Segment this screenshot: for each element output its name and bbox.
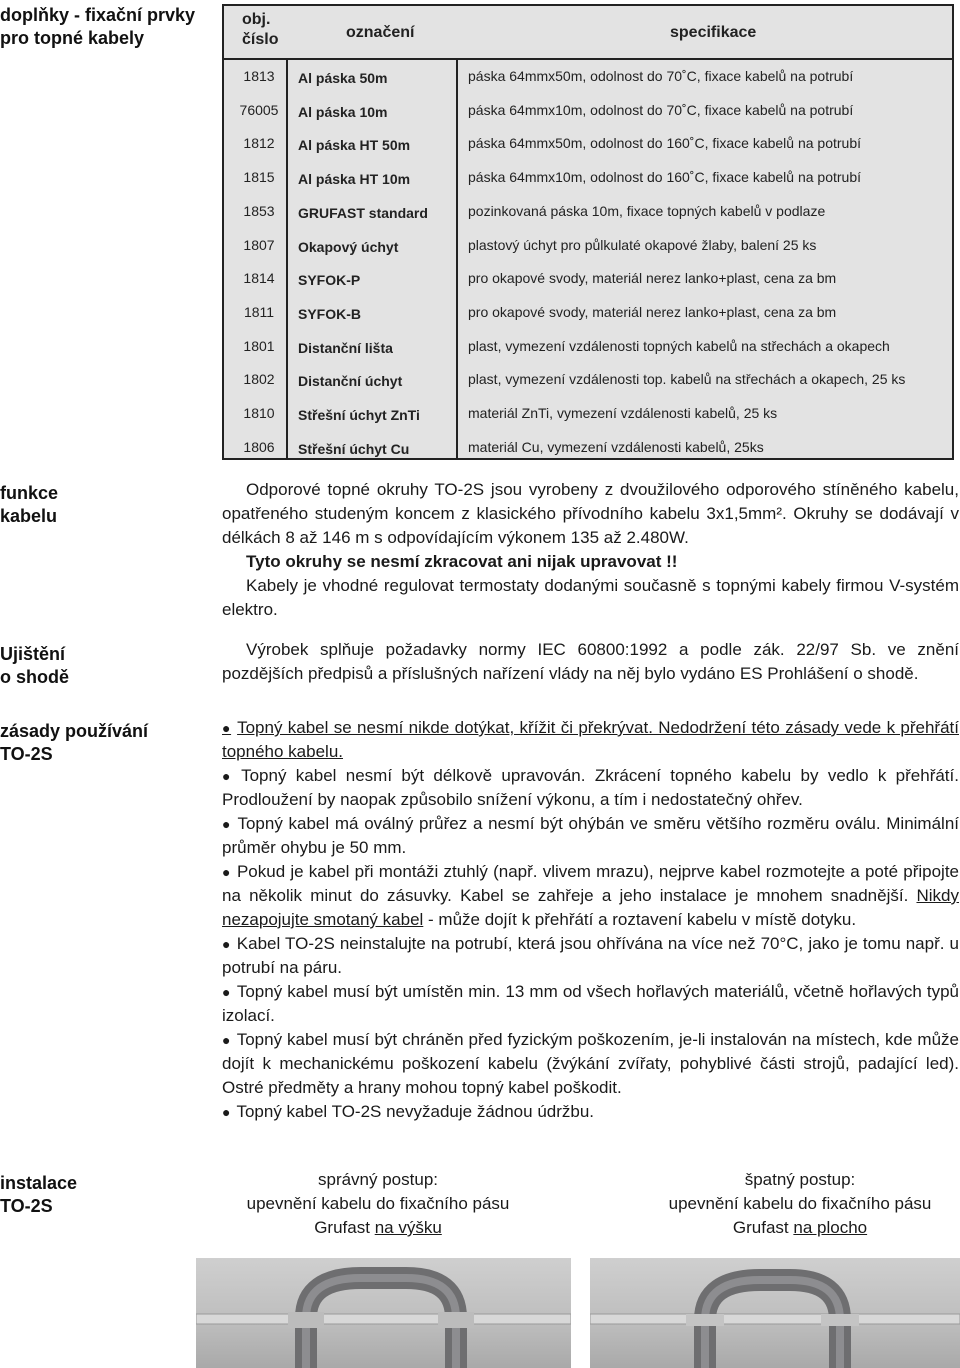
photo-correct-installation xyxy=(196,1258,571,1368)
cell-number: 1806 xyxy=(243,438,275,455)
section-label-usage: zásady používání TO-2S xyxy=(0,721,149,764)
cell-spec: pro okapové svody, materiál nerez lanko+plast, cena za bm xyxy=(468,270,837,287)
cell-number: 1801 xyxy=(243,337,275,354)
rule-item xyxy=(222,860,959,932)
cable-in-strip-illustration xyxy=(196,1258,571,1368)
cell-number: 1813 xyxy=(243,68,275,84)
cell-name: GRUFAST standard xyxy=(298,204,428,221)
table-row xyxy=(224,127,952,161)
cell-number: 1815 xyxy=(243,169,275,186)
table-row xyxy=(224,161,952,195)
table-header xyxy=(224,6,952,60)
header-number: obj. číslo xyxy=(242,11,279,48)
cell-name: Al páska HT 10m xyxy=(298,171,411,188)
caption-underlined-text: na výšku xyxy=(374,1218,442,1237)
cell-name: Al páska 10m xyxy=(298,103,388,120)
rule-underlined-text: Nikdy nezapojujte smotaný kabel xyxy=(222,886,959,929)
table-row xyxy=(224,431,952,465)
cell-spec: plast, vymezení vzdálenosti top. kabelů na střechách a okapech, 25 ks xyxy=(468,371,906,388)
cell-number: 1814 xyxy=(243,270,275,287)
accessories-table xyxy=(222,4,954,460)
caption-line xyxy=(218,1216,538,1240)
section-label-function: funkce kabelu xyxy=(0,483,59,526)
caption-line: upevnění kabelu do fixačního pásu xyxy=(246,1194,510,1213)
cell-spec: páska 64mmx50m, odolnost do 70˚C, fixace kabelů na potrubí xyxy=(468,68,854,84)
caption-line xyxy=(640,1216,960,1240)
cell-name: Střešní úchyt ZnTi xyxy=(298,407,420,423)
table-row xyxy=(224,94,952,128)
section-label-installation: instalace TO-2S xyxy=(0,1173,78,1216)
function-text xyxy=(222,478,959,622)
function-warning: Tyto okruhy se nesmí zkracovat ani nijak upravovat !! xyxy=(246,552,678,571)
cell-spec: materiál ZnTi, vymezení vzdálenosti kabelů, 25 ks xyxy=(468,405,778,421)
section-label-conformity: Ujištění o shodě xyxy=(0,644,70,687)
cell-name: Al páska HT 50m xyxy=(298,137,411,154)
table-row xyxy=(224,363,952,397)
cell-name: Al páska 50m xyxy=(298,70,388,86)
rule-item: ● Kabel TO-2S neinstalujte na potrubí, která jsou ohřívána na více než 70°C, jako je tomu např. u potrubí na páru. xyxy=(222,932,959,980)
cell-spec: plastový úchyt pro půlkulaté okapové žlaby, balení 25 ks xyxy=(468,236,817,253)
cell-spec: pro okapové svody, materiál nerez lanko+plast, cena za bm xyxy=(468,303,837,320)
caption-line: správný postup: xyxy=(317,1170,438,1189)
cell-number: 1802 xyxy=(243,371,275,388)
caption-line: upevnění kabelu do fixačního pásu xyxy=(668,1194,932,1213)
cell-name: Distanční lišta xyxy=(298,339,393,356)
rule-item: ● Topný kabel má oválný průřez a nesmí být ohýbán ve směru většího rozměru oválu. Minimální průměr ohybu je 50 mm. xyxy=(222,812,959,860)
cell-spec: materiál Cu, vymezení vzdálenosti kabelů, 25ks xyxy=(468,438,764,455)
cell-name: Distanční úchyt xyxy=(298,373,403,390)
caption-text: Grufast xyxy=(314,1218,370,1237)
rule-text: Pokud je kabel při montáži ztuhlý (např. vlivem mrazu), nejprve kabel rozmotejte a poté připojte na několik minut do zásuvky. Kabel se zahřeje a jeho instalace je mnohem snadnější. xyxy=(222,862,959,905)
cell-number: 76005 xyxy=(239,101,279,118)
table-row xyxy=(224,229,952,263)
table-row xyxy=(224,60,952,94)
table-row xyxy=(224,296,952,330)
caption-line: špatný postup: xyxy=(744,1170,856,1189)
cell-number: 1807 xyxy=(243,236,275,253)
function-regulation: Kabely je vhodné regulovat termostaty dodanými současně s topnými kabely firmou V-systém elektro. xyxy=(222,576,959,619)
cell-name: SYFOK-P xyxy=(298,272,361,289)
table-row xyxy=(224,397,952,431)
rule-item: ● Topný kabel musí být umístěn min. 13 mm od všech hořlavých materiálů, včetně hořlavých typů izolací. xyxy=(222,980,959,1028)
cell-number: 1811 xyxy=(243,303,275,320)
function-paragraph: Odporové topné okruhy TO-2S jsou vyrobeny z dvoužilového odporového stíněného kabelu, opatřeného studeným koncem z klasického přívodního kabelu 3x1,5mm². Okruhy se dodávají v délkách 8 až 146 m s odpovídajícím výkonem 135 až 2.480W. xyxy=(222,480,959,547)
table-row xyxy=(224,330,952,364)
usage-rules xyxy=(222,716,959,1124)
conformity-text xyxy=(222,638,959,686)
header-spec: specifikace xyxy=(670,24,757,41)
rule-text: - může dojít k přehřátí a roztavení kabelu v místě dotyku. xyxy=(428,910,857,929)
conformity-paragraph: Výrobek splňuje požadavky normy IEC 60800:1992 a podle zák. 22/97 Sb. ve znění pozdějších předpisů a příslušných nařízení vlády na něj bylo vydáno ES Prohlášení o shodě. xyxy=(222,640,959,683)
header-name: označení xyxy=(346,24,415,41)
cell-name: Okapový úchyt xyxy=(298,238,399,255)
rule-item: ● Topný kabel musí být chráněn před fyzickým poškozením, je-li instalován na místech, kde může dojít k mechanickému poškození kabelu (žvýkání zvířaty, pohyblivé části strojů, padající led). Ostré předměty a hrany mohou topný kabel poškodit. xyxy=(222,1028,959,1100)
cell-name: Střešní úchyt Cu xyxy=(298,440,410,457)
cell-number: 1853 xyxy=(243,202,275,219)
cell-spec: pozinkovaná páska 10m, fixace topných kabelů v podlaze xyxy=(468,202,826,219)
rule-item: ● Topný kabel nesmí být délkově upravován. Zkrácení topného kabelu by vedlo k přehřátí. Prodloužení by naopak způsobilo snížení výkonu, a tím i nedostatečný ohřev. xyxy=(222,764,959,812)
table-row xyxy=(224,195,952,229)
caption-text: Grufast xyxy=(732,1218,789,1237)
cell-spec: páska 64mmx10m, odolnost do 160˚C, fixace kabelů na potrubí xyxy=(468,169,862,186)
photo-wrong-installation xyxy=(590,1258,960,1368)
cell-spec: páska 64mmx10m, odolnost do 70˚C, fixace kabelů na potrubí xyxy=(468,101,854,118)
caption-wrong xyxy=(640,1168,960,1240)
table-row xyxy=(224,262,952,296)
cell-name: SYFOK-B xyxy=(298,305,361,322)
rule-item: ● Topný kabel se nesmí nikde dotýkat, křížit či překrývat. Nedodržení této zásady vede k přehřátí topného kabelu. xyxy=(222,716,959,764)
caption-correct xyxy=(218,1168,538,1240)
cable-flat-in-strip-illustration xyxy=(590,1258,960,1368)
cell-number: 1810 xyxy=(243,405,275,421)
section-label-accessories: doplňky - fixační prvky pro topné kabely xyxy=(0,5,196,48)
cell-spec: páska 64mmx50m, odolnost do 160˚C, fixace kabelů na potrubí xyxy=(468,135,862,152)
caption-underlined-text: na plocho xyxy=(793,1218,868,1237)
cell-number: 1812 xyxy=(243,135,275,152)
rule-item: ● Topný kabel TO-2S nevyžaduje žádnou údržbu. xyxy=(222,1100,959,1124)
cell-spec: plast, vymezení vzdálenosti topných kabelů na střechách a okapech xyxy=(468,337,890,354)
